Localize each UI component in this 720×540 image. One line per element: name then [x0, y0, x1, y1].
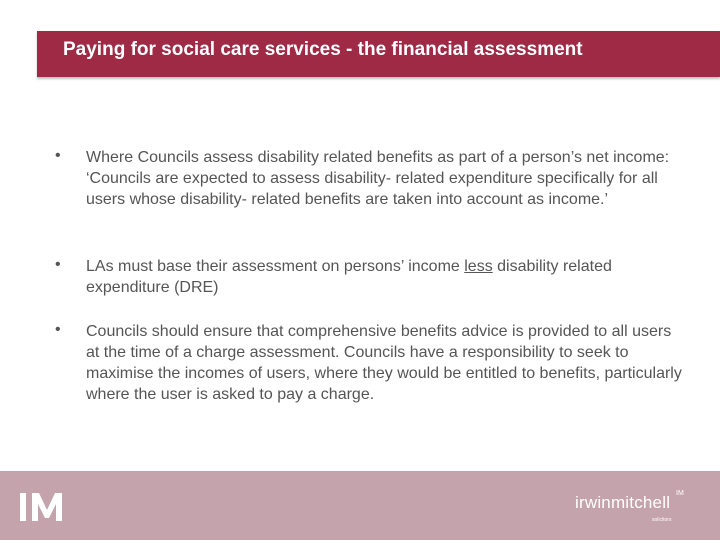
bullet-marker: •: [55, 256, 61, 273]
brand-subtext: solicitors: [652, 517, 672, 523]
bullet-text: Councils should ensure that comprehensive benefits advice is provided to all users at the time of a charge assessment. Councils have a responsibility to seek to maximise the incomes of users, where they would be entitled to benefits, particularly where the user is asked to pay a charge.: [86, 323, 682, 403]
bullet-text-part: disability related expenditure (DRE): [86, 258, 612, 296]
bullet-marker: •: [55, 321, 61, 338]
bullet-text: [86, 256, 686, 298]
brand-mark: IM: [676, 490, 684, 497]
bullet-text: Where Councils assess disability related benefits as part of a person’s net income: ‘Councils are expected to assess disability- related expenditure specifically for all users whose disability- related benefits are taken into account as income.’: [86, 149, 670, 208]
im-logo: [20, 493, 68, 521]
brand-name: irwinmitchell: [575, 493, 671, 512]
underlined-word: less: [464, 258, 493, 275]
slide-title: Paying for social care services - the financial assessment: [63, 39, 583, 60]
bullet-text-part: LAs must base their assessment on persons’ income: [86, 258, 465, 275]
footer-bar: [0, 471, 720, 540]
bullet-marker: •: [55, 147, 61, 164]
